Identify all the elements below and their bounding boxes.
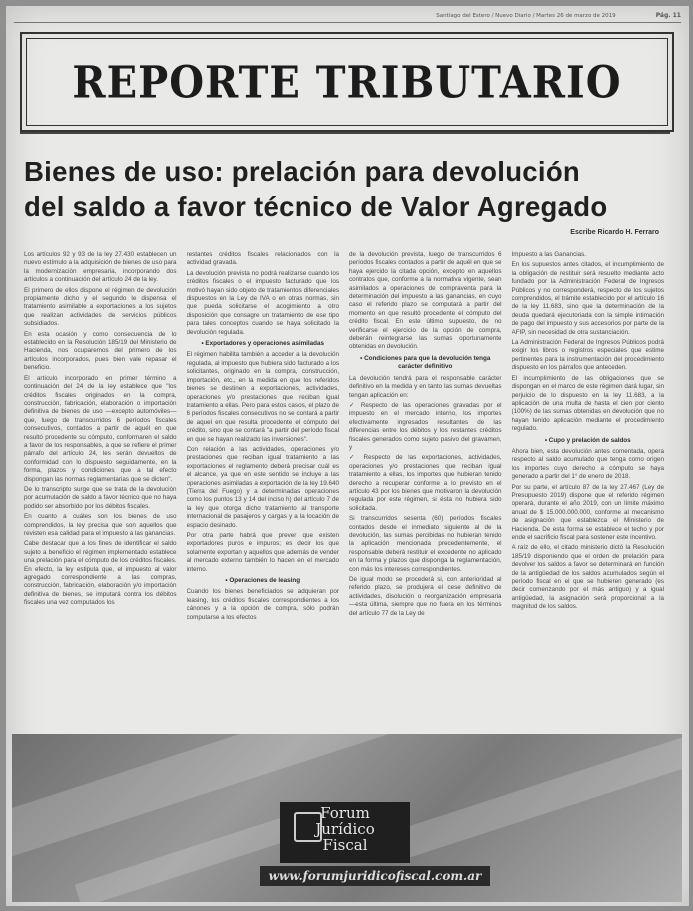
section-title: REPORTE TRIBUTARIO bbox=[72, 56, 622, 108]
paragraph: Si transcurridos sesenta (60) períodos fiscales contados desde el inmediato siguiente al de la devolución, las sumas percibidas no hubieran tenido la aplicación mencionada precedentemente, el responsable deberá restituir el excedente no aplicado en la forma y plazos que disponga la reglamentación, con más los intereses correspondientes. bbox=[349, 515, 502, 573]
column-2 bbox=[187, 251, 340, 716]
article-headline bbox=[24, 154, 664, 224]
paragraph: En cuanto a cuáles son los bienes de uso comprendidos, la ley precisa que son aquellos que revisten esa calidad para el impuesto a las ganancias. bbox=[24, 513, 177, 537]
ad-decoration bbox=[396, 734, 682, 859]
paragraph: Los artículos 92 y 93 de la ley 27.430 establecen un nuevo estímulo a la adquisición de bienes de uso para la modernización empresaria, incorporando dos artículos a continuación del artículo 24 de la ley. bbox=[24, 251, 177, 284]
paragraph: En esta ocasión y como consecuencia de lo establecido en la Resolución 185/19 del Ministerio de Hacienda, nos ocuparemos del primero de los artículos incorporados, pues bien vale repasar el beneficio. bbox=[24, 330, 177, 372]
headline-line-1: Bienes de uso: prelación para devolución bbox=[24, 156, 581, 187]
paragraph: A raíz de ello, el citado ministerio dictó la Resolución 185/19 disponiendo que el orden de prelación para devolver los saldos a favor se determinará en función de la antigüedad de los saldos acumulados según el período fiscal en el que se hubieren generado (es decir comenzando por el más antiguo) y a igual antigüedad, la asignación será proporcional a la magnitud de los saldos. bbox=[511, 544, 664, 611]
paragraph: Por otra parte habrá que prever que existen exportadores puros e impuros; es decir los que solamente exportan y aquellos que además de vender al mercado externo también lo hacen en el mercado interno. bbox=[186, 532, 339, 573]
ad-brand-line-2: Jurídico bbox=[315, 820, 375, 838]
section-banner bbox=[20, 32, 674, 132]
paragraph: Con relación a las actividades, operaciones y/o prestaciones que reciban igual tratamiento a las exportaciones el reglamento deberá precisar cuál es el alcance, ya que en este sentido se incluye a las operaciones asimiladas a exportación de la ley 19.640 (Tierra del Fuego) y a determinadas operaciones como los puntos 13 y 14 del inciso h) del artículo 7 de la ley que otorga dicho tratamiento al transporte internacional de pasajeros y cargas y a la locación de espacio desinado. bbox=[186, 445, 339, 529]
paragraph: El régimen habilita también a acceder a la devolución regulada, al impuesto que hubiera sido facturado a los solicitantes, originado en la compra, construcción, importación, etc., en la medida en que los referidos bienes se destinen a exportaciones, actividades, operaciones y/o prestaciones que reciban igual tratamiento a ellas. Pero para estos casos, el plazo de 6 períodos fiscales consecutivos no se contará a partir de aquel en que resulta procedente el cómputo del crédito, sino que se contará "a partir del período fiscal en que se hayan realizado las inversiones". bbox=[186, 351, 339, 443]
paragraph: De igual modo se procederá si, con anterioridad al referido plazo, se produjera el cese definitivo de actividades, disolución o reorganización empresaria —esta última, siempre que no fuera en los términos del artículo 77 de la Ley de bbox=[349, 576, 502, 617]
paragraph: El primero de ellos dispone el régimen de devolución propiamente dicho y el segundo le dispensa el tratamiento asimilable a exportaciones a los sujetos que realizan actividades de servicios públicos subsidiados. bbox=[24, 286, 177, 328]
column-3 bbox=[349, 251, 502, 716]
paragraph: En los supuestos antes citados, el incumplimiento de la obligación de restituir será resuelto mediante acto fundado por la Administración Federal de Ingresos Públicos y no corresponderá, respecto de los sujetos comprendidos, el trámite establecido por el artículo 16 de la ley 11.683, sino que la determinación de la deuda quedará ejecutoriada con la simple intimación de pago del impuesto y sus accesorios por parte de la AFIP, sin necesidad de otra sustanciación. bbox=[511, 261, 664, 336]
subheading-cupo: • Cupo y prelación de saldos bbox=[544, 436, 631, 444]
paragraph: De lo transcripto surge que se trata de la devolución por acumulación de saldo a favor técnico que no haya podido ser absorbido por los débitos fiscales. bbox=[24, 485, 177, 510]
advertisement bbox=[12, 734, 682, 902]
paragraph: El artículo incorporado en primer término a continuación del 24 de la ley establece que "los créditos fiscales originados en la compra, construcción, fabricación, elaboración o importación definitiva de bienes de uso —excepto automóviles— que, luego de transcurridos 6 períodos fiscales consecutivos, contados a partir de aquél en que resultó procedente su cómputo, conformaren el saldo a favor de los responsables, a que se refiere el primer párrafo del artículo 24, les serán devueltos de conformidad con lo dispuesto seguidamente, en la forma, plazos y condiciones que a tal efecto dispongan las normas reglamentarias que se dicten". bbox=[24, 374, 177, 483]
subheading-leasing: • Operaciones de leasing bbox=[225, 577, 301, 585]
page-header bbox=[14, 12, 681, 23]
column-1 bbox=[24, 251, 177, 716]
paragraph: Cuando los bienes beneficiados se adquieran por leasing, los créditos fiscales correspondientes a los cánones y a la opción de compra, sólo podrán computarse a los efectos bbox=[186, 588, 339, 621]
subheading-exportadores: • Exportadores y operaciones asimiladas bbox=[201, 340, 325, 348]
column-4 bbox=[512, 251, 665, 716]
article-body bbox=[24, 251, 664, 716]
paragraph: restantes créditos fiscales relacionados con la actividad gravada. bbox=[186, 251, 339, 267]
paragraph: de la devolución prevista, luego de transcurridos 6 períodos fiscales contados a partir de aquél en que se haya ejercido la citada opción, excepto en aquellos contratos que, conforme a la normativa vigente, sean asimilados a operaciones de compraventa para la determinación del impuesto a las ganancias, en cuyo caso el referido plazo se computará a partir del momento en que resultó procedente el cómputo del crédito fiscal. En este último supuesto, de no verificarse el ejercicio de la opción de compra, deberán reintegrarse las sumas oportunamente obtenidas en devolución. bbox=[349, 251, 502, 351]
paragraph: La Administración Federal de Ingresos Públicos podrá exigir los libros o registros especiales que estime pertinentes para la instrumentación del procedimiento dispuesto en los párrafos que anteceden. bbox=[511, 339, 664, 372]
headline-line-2: del saldo a favor técnico de Valor Agregado bbox=[24, 191, 608, 222]
byline: Escribe Ricardo H. Ferraro bbox=[570, 229, 659, 236]
paragraph: Ahora bien, esta devolución antes comentada, opera respecto al saldo acumulado que tenga como origen los importes cuyo derecho a cómputo se haya generado a partir del 1° de enero de 2018. bbox=[511, 447, 664, 481]
paragraph: ✓ Respecto de las operaciones gravadas por el impuesto en el mercado interno, los importes efectivamente ingresados resultantes de las diferencias entre los débitos y los restantes créditos fiscales generados como sujeto pasivo del gravamen, y bbox=[349, 401, 502, 451]
newspaper-page bbox=[6, 6, 689, 906]
paragraph: Cabe destacar que a los fines de identificar el saldo sujeto a beneficio el régimen implementado establece una prelación para el cómputo de los créditos fiscales. En efecto, la ley estipula que, el impuesto al valor agregado correspondiente a las compras, construcción, fabricación, elaboración y/o importación definitiva de bienes, se imputará contra los débitos fiscales una vez computados los bbox=[24, 540, 177, 607]
ad-url: www.forumjuridicofiscal.com.ar bbox=[260, 866, 490, 886]
subheading-condiciones: • Condiciones para que la devolución tenga carácter definitivo bbox=[360, 354, 491, 371]
ad-brand-line-1: Forum bbox=[320, 804, 370, 822]
page-number: Pág. 11 bbox=[655, 12, 681, 19]
paragraph: Por su parte, el artículo 87 de la ley 27.467 (Ley de Presupuesto 2019) dispone que el referido régimen operará, durante el año 2019, con un límite máximo anual de $ 15.000.000.000, conforme al mecanismo de asignación que establezca el Ministerio de Hacienda. De esta forma se establece el techo y por ende el sacrificio fiscal para sostener este incentivo. bbox=[511, 483, 664, 541]
forum-logo-icon bbox=[294, 812, 322, 842]
paragraph: El incumplimiento de las obligaciones que se dispongan en el marco de este régimen dará lugar, sin perjuicio de lo dispuesto en la ley 11.683, a la aplicación de una multa de hasta el cien por ciento (100%) de las sumas obtenidas en devolución que no hayan tenido aplicación mediante el procedimiento regulado. bbox=[511, 374, 664, 433]
paragraph: Impuesto a las Ganancias. bbox=[511, 251, 587, 258]
header-meta: Santiago del Estero / Nuevo Diario / Martes 26 de marzo de 2019 bbox=[436, 12, 616, 19]
paragraph: La devolución prevista no podrá realizarse cuando los créditos fiscales o el impuesto facturado que los motivó hayan sido objeto de tratamientos diferenciales dispuestos en la Ley de IVA o en otras normas, sin que pueda solicitarse el acogimiento a otro disposición que consagre un tratamiento de ese tipo para tales conceptos cuando se haya solicitado la devolución regulada. bbox=[186, 269, 339, 336]
paragraph: ✓ Respecto de las exportaciones, actividades, operaciones y/o prestaciones que reciban igual tratamiento a ellas, los importes que hubieran tenido derecho a recuperar conforme a lo previsto en el artículo 43 por los bienes que motivaron la devolución regulada por este régimen, si ésta no hubiera sido solicitada. bbox=[349, 454, 502, 512]
ad-brand-line-3: Fiscal bbox=[322, 836, 368, 854]
paragraph: La devolución tendrá para el responsable carácter definitivo en la medida y en tanto las sumas devueltas tengan aplicación en: bbox=[349, 374, 502, 399]
banner-rule bbox=[20, 132, 670, 134]
